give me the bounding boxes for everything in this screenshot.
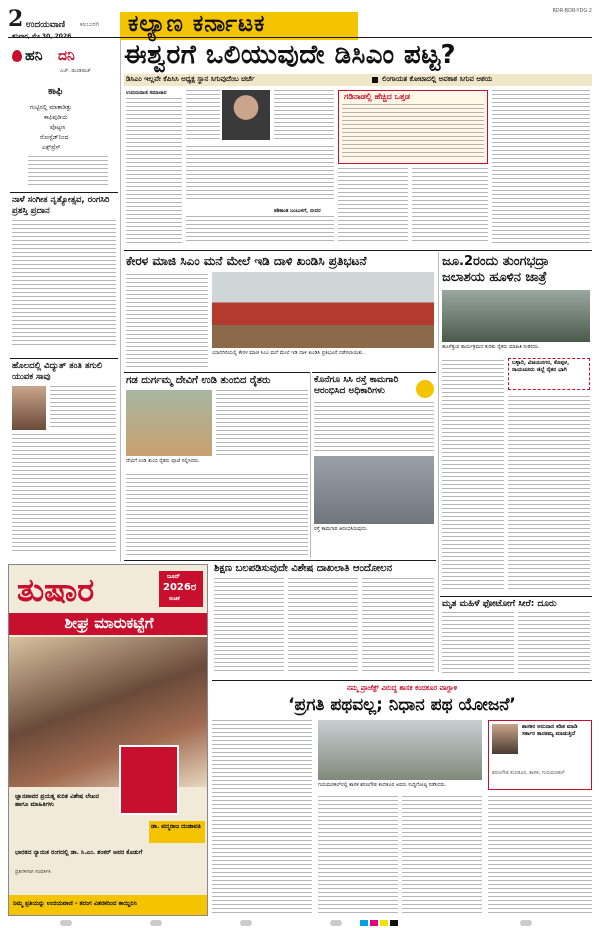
story-headline: ಜೂ.2ರಂದು ತುಂಗಭದ್ರಾ ಜಲಾಶಯ ಹೂಳಿನ ಜಾತ್ರೆ: [442, 254, 549, 285]
subhead-right: ಲಿಂಗಾಯತ ಕೋಟಾದಲ್ಲಿ ಅವಕಾಶ ಸಿಗುವ ಆಶಯ: [382, 75, 493, 83]
story-body-text: [50, 386, 116, 430]
subhead-separator-icon: [372, 77, 378, 83]
ad-promo-left: ಜ್ಞಾನಪಾವರ ಪ್ರಯತ್ನ ಕುರಿತ ವಿಶೇಷ ಲೇಖನ ಹಾಗೂ ಮಾಹಿತಿಗಳು: [15, 793, 99, 808]
registration-mark: [150, 920, 162, 926]
column-divider: [120, 40, 121, 562]
ad-promo-bottom: ಭಾರತದ ನ್ಯಾಯಿಕ ರಂಗದಲ್ಲಿ ಡಾ. ಸಿ.ಎಂ. ಶಂಕರ್ ಅವರ ಕೊಡುಗೆ: [15, 849, 143, 856]
photo-caption: ದೇವಿಗೆ ಉಡಿ ತುಂಬಿ ರೈತರು ಪೂಜೆ ಸಲ್ಲಿಸಿದರು.: [126, 458, 200, 464]
story-body-text: [214, 578, 284, 674]
poem-line: ಎಕ್ಸ್‌ಪ್ರೆಸ್: [42, 144, 61, 151]
story-body-text: [288, 578, 358, 674]
story-headline: ಹೊಲದಲ್ಲಿ ವಿದ್ಯುತ್ ತಂತಿ ತಗುಲಿ ಯುವಕ ಸಾವು: [12, 361, 103, 382]
mid-story-1: [124, 252, 436, 370]
story-body-text: [412, 168, 488, 244]
registration-strip: [0, 918, 600, 928]
top-story: [124, 38, 592, 248]
left-story-1: [10, 192, 118, 352]
story-byline: ಉದಯವಾಣಿ ಸಮಾಚಾರ: [126, 90, 167, 96]
photo-caption: ಯಾದಗಿರಿಯಲ್ಲಿ ಕೇರಳ ಮಾಜಿ ಸಿಎಂ ಮನೆ ಮೇಲೆ ಇಡಿ ದಾಳಿ ಖಂಡಿಸಿ ಪ್ರತಿಭಟನೆ ನಡೆಸಲಾಯಿತು.: [212, 350, 365, 356]
paper-logo-badge: [416, 380, 434, 398]
registration-mark: [240, 920, 252, 926]
photo-caption: ಹೂಳೆತ್ತುವ ಕಾರ್ಯಕ್ರಮದ ಕುರಿತು ರೈತರು ಮಾಹಿತಿ ನೀಡಿದರು.: [442, 344, 540, 350]
story-body-text: [518, 612, 590, 674]
top-story-headline: ಈಶ್ವರಗೆ ಒಲಿಯುವುದೇ ಡಿಸಿಎಂ ಪಟ್ಟ?: [124, 40, 457, 70]
photo-caption: ಗುರುಮಠಕಲ್‌ನಲ್ಲಿ ಶಾಸಕ ಶರಣಗೌಡ ಕಂದಕೂರ ಅವರು ಸುದ್ದಿಗೋಷ್ಠಿ ನಡೆಸಿದರು.: [318, 782, 447, 788]
devotees-photo: [126, 390, 212, 456]
print-code: RDR-BDR-YDG 2: [552, 8, 592, 14]
story-body-text: [442, 360, 504, 592]
page-number: 2: [8, 6, 24, 32]
section-title: ಕಲ್ಯಾಣ ಕರ್ನಾಟಕ: [128, 11, 266, 37]
story-rule: [124, 560, 436, 561]
ad-issue: ಸಂಚಿಕೆ: [169, 596, 180, 602]
hani-dani-title-b: ದನಿ: [58, 48, 75, 64]
protest-photo: [212, 272, 434, 348]
subhead-left: ಡಿಸಿಎಂ ಇಲ್ಲವೇ ಕೆಪಿಸಿಸಿ ಅಧ್ಯಕ್ಷ ಸ್ಥಾನ ಸಿಗುವುದೆಂಬ ಚರ್ಚೆ: [126, 75, 255, 83]
story-headline: ಕೇರಳ ಮಾಜಿ ಸಿಎಂ ಮನೆ ಮೇಲೆ ಇಡಿ ದಾಳಿ ಖಂಡಿಸಿ ಪ್ರತಿಭಟನೆ: [126, 254, 367, 268]
photo-caption: ರಸ್ತೆ ಕಾಮಗಾರಿ ಆರಂಭಿಸಿರುವುದು.: [314, 526, 368, 532]
quote-person-photo: [492, 724, 518, 754]
bottom-story: [212, 680, 592, 916]
right-story: [440, 252, 592, 594]
story-body-text: [186, 146, 334, 202]
story-body-text: [442, 612, 514, 674]
story-headline: ಗಡ ದುರ್ಗಮ್ಮ ದೇವಿಗೆ ಉಡಿ ತುಂಬಿದ ರೈತರು: [126, 375, 271, 386]
ad-month: ಜೂನ್: [167, 573, 181, 580]
byline-credit: ಶಶಿಕಾಂತ ಬಂಬುಳಗೆ, ಬೀದರ: [274, 208, 321, 214]
inset-box-text: [342, 104, 484, 160]
story-headline: ಕೊನೆಗೂ ಸಿಸಿ ರಸ್ತೆ ಕಾಮಗಾರಿ ಆರಂಭಿಸಿದ ಅಧಿಕಾರಿಗಳು: [314, 375, 399, 396]
poem-line: ರೋಸ್ಟೆಡ್‌ನಿಂದ: [40, 134, 69, 141]
hani-dani-logo-drop: [12, 50, 22, 62]
mid-story-3: [312, 372, 436, 558]
story-headline: ನಾಳೆ ಸಂಗೀತ ನೃತ್ಯೋತ್ಸವ, ರಂಗಸಿರಿ ಪ್ರಶಸ್ತಿ ಪ್ರದಾನ: [12, 195, 110, 216]
story-body-text: [314, 402, 434, 452]
story-body-text: [402, 796, 482, 914]
registration-mark: [60, 920, 72, 926]
edition-name: ಕಲಬುರಗಿ: [80, 21, 100, 28]
story-rule: [124, 372, 310, 373]
paper-name: ಉದಯವಾಣಿ: [26, 20, 66, 30]
pull-quote: ಬಳ್ಳಾರಿ, ವಿಜಯನಗರ, ಕೊಪ್ಪಳ, ರಾಯಚೂರು ಜಿಲ್ಲೆ ರೈತರ ಭಾಗಿ: [512, 360, 570, 373]
ad-footer: ನಿಮ್ಮ ಪ್ರತಿಯನ್ನು ಉದಯವಾಣಿ - ತರಂಗ ವಿತರಕರಿಂದ ಕಾಯ್ದಿರಿಸಿ: [13, 900, 137, 907]
color-swatch: [360, 920, 368, 926]
story-rule: [10, 192, 118, 193]
tushara-ad[interactable]: [8, 564, 208, 916]
poem-title: ಕಾಫಿ: [48, 86, 63, 97]
story-body-text: [338, 168, 408, 244]
ad-magazine-cover: [119, 745, 179, 815]
inset-box-title: ಗಡಿನಾಡಲ್ಲಿ ಹೆಚ್ಚಿದ ಒತ್ತಡ: [344, 92, 410, 101]
story-body-text: [508, 396, 590, 592]
poem-line: ಗುಟ್ಟಿನಲ್ಲಿ ಮಾತಾಡಿತ್ತು: [30, 104, 72, 111]
section-divider: [124, 250, 592, 251]
story-body-text: [362, 578, 434, 674]
ad-logo: ತುಷಾರ: [17, 571, 95, 609]
column-divider: [310, 372, 311, 558]
story-body-text: [126, 274, 208, 368]
story-body-text: [318, 796, 398, 914]
story-body-text: [488, 796, 592, 914]
poem-line: ಕಾಫಿಪುಡಿಯ: [44, 114, 68, 121]
quote-text: ಶಾಸಕರ ಅನುದಾನ ಕಡಿತ ಮಾಡಿ ಸರ್ಕಾರ ತಾರತಮ್ಯ ಮಾಡುತ್ತಿದೆ: [522, 724, 578, 737]
story-rule: [212, 680, 592, 681]
press-meet-photo: [318, 720, 482, 780]
road-photo: [314, 456, 434, 524]
story-body-text: [186, 90, 220, 142]
ad-tagline: ಶೀಘ್ರ ಮಾರುಕಟ್ಟೆಗೆ: [64, 614, 154, 632]
hani-dani-title-a: ಹನಿ: [25, 48, 43, 64]
quote-credit: ಶರಣಗೌಡ ಕಂದಕೂರ, ಶಾಸಕ, ಗುರುಮಠಕಲ್: [492, 770, 565, 776]
mid-story-2: [124, 372, 310, 558]
color-swatch: [390, 920, 398, 926]
story-headline: ‘ಪ್ರಗತಿ ಪಥವಲ್ಲ; ನಿಧಾನ ಪಥ ಯೋಜನೆ’: [288, 695, 516, 715]
story-body-text: [492, 90, 590, 244]
story-body-text: [126, 474, 308, 556]
ad-contact: ಪ್ರತಿಗಳಿಗಾಗಿ ಸಂಪರ್ಕಿಸಿ: [15, 869, 51, 875]
registration-mark: [520, 920, 532, 926]
registration-mark: [330, 920, 342, 926]
story-rule: [312, 372, 436, 373]
bottom-right-story: [440, 596, 592, 676]
politician-photo: [222, 90, 270, 140]
left-story-2: [10, 358, 118, 558]
story-body-text: [186, 216, 334, 244]
story-headline: ಶಿಕ್ಷಣ ಬಲಪಡಿಸುವುದೇ ವಿಶೇಷ ದಾಖಲಾತಿ ಆಂದೋಲನ: [214, 563, 393, 574]
story-body-text: [212, 720, 312, 914]
hani-dani-box: [8, 40, 120, 190]
poem-line: ಪೊಟ್ಟಣ: [50, 124, 66, 131]
person-photo: [12, 386, 46, 430]
ad-promo-right: ಡಾ. ಪದ್ಮರಾಜ ದಂಡಾವತಿ: [151, 823, 201, 830]
poem-body-text: [28, 156, 108, 186]
color-swatch: [380, 920, 388, 926]
story-rule: [10, 358, 118, 359]
story-body-text: [274, 90, 334, 142]
story-body-text: [12, 220, 116, 348]
hani-dani-author: ಎಚ್. ಡುಂಡಿರಾಜ್: [60, 68, 91, 74]
story-body-text: [216, 390, 308, 456]
ad-year: 2026ರ: [163, 582, 197, 593]
story-body-text: [12, 434, 116, 554]
story-body-text: [126, 98, 182, 243]
column-divider: [438, 252, 439, 672]
color-swatch: [370, 920, 378, 926]
story-headline: ಮೃತ ಮಹಿಳೆ ಫೋಟೋಗೆ ಸೀರೆ: ದೂರು: [442, 599, 557, 609]
story-rule: [440, 596, 592, 597]
story-kicker: ನಮ್ಮ ಪ್ರಾಜೆಕ್ಟ್ ವಿರುದ್ಧ ಶಾಸಕ ಕಂದಕೂರ ವಾಗ್ದಾಳಿ: [346, 684, 458, 692]
farmers-photo: [442, 290, 590, 342]
